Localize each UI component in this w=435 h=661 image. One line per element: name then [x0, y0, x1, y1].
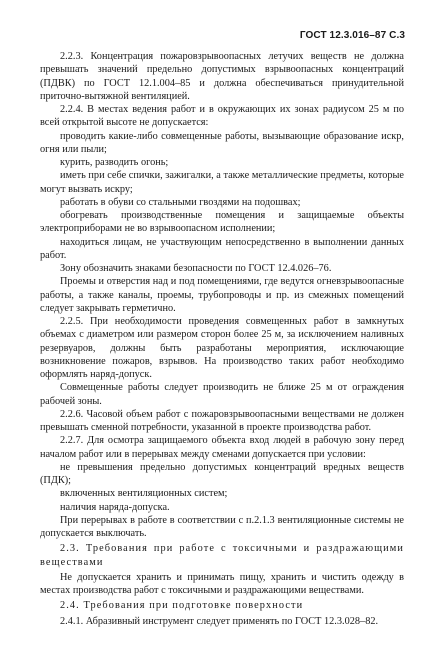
page-header: ГОСТ 12.3.016–87 С.3	[299, 30, 405, 41]
list-item-pdk: не превышения предельно допустимых концентраций вредных веществ (ПДК);	[40, 461, 404, 486]
list-item-persons: находиться лицам, не участвующим непосредственно в выполнении данных работ.	[40, 236, 404, 261]
document-body	[40, 50, 404, 628]
list-item-footwear: работать в обуви со стальными гвоздями на подошвах;	[60, 196, 301, 208]
paragraph-breaks: При перерывах в работе в соответствии с п.2.1.3 вентиляционные системы не допускается выключать.	[40, 514, 404, 539]
paragraph-2-4-1: 2.4.1. Абразивный инструмент следует применять по ГОСТ 12.3.028–82.	[60, 615, 379, 627]
paragraph-2-2-5: 2.2.5. При необходимости проведения совмещенных работ в замкнутых объемах с диаметром или размером сторон более 25 м, за исключением наливных резервуаров, должны быть разработаны мероприятия, исключающие возникновение пожаров, взрывов. На производство таких работ необходимо оформлять наряд-допуск.	[40, 316, 404, 380]
list-item-permit: наличия наряда-допуска.	[60, 501, 170, 513]
paragraph-2-2-3: 2.2.3. Концентрация пожаровзрывоопасных летучих веществ не должна превышать значений предельно допустимых взрывоопасных концентраций (ПДВК) по ГОСТ 12.1.004–85 и должна обеспечиваться принудительной приточно-вытяжной вентиляцией.	[40, 51, 404, 102]
list-item-ventilation: включенных вентиляционных систем;	[60, 488, 228, 500]
paragraph-2-2-4: 2.2.4. В местах ведения работ и в окружающих их зонах радиусом 25 м по всей открытой высоте не допускается:	[40, 104, 404, 129]
list-item-heating: обогревать производственные помещения и защищаемые объекты электроприборами не во взрывоопасном исполнении;	[40, 210, 404, 235]
list-item-sparks: проводить какие-либо совмещенные работы, вызывающие образование искр, огня или пыли;	[40, 130, 404, 155]
paragraph-food-storage: Не допускается хранить и принимать пищу, хранить и чистить одежду в местах производства работ с токсичными и раздражающими веществами.	[40, 571, 404, 596]
paragraph-openings: Проемы и отверстия над и под помещениями, где ведутся огневзрывоопасные работы, а также каналы, проемы, трубопроводы и пр. из смежных помещений следует закрывать герметично.	[40, 276, 404, 314]
paragraph-2-2-6: 2.2.6. Часовой объем работ с пожаровзрывоопасными веществами не должен превышать сменной потребности, указанной в проекте производства работ.	[40, 408, 404, 433]
list-item-matches: иметь при себе спички, зажигалки, а также металлические предметы, которые могут вызвать искру;	[40, 170, 404, 195]
paragraph-2-2-7: 2.2.7. Для осмотра защищаемого объекта вход людей в рабочую зону перед началом работ или в перерывах между сменами допускается при условии:	[40, 435, 404, 460]
paragraph-safety-signs: Зону обозначить знаками безопасности по ГОСТ 12.4.026–76.	[60, 263, 332, 274]
section-heading-2-3: 2.3. Требования при работе с токсичными и раздражающими веществами	[40, 543, 404, 568]
list-item-smoking: курить, разводить огонь;	[60, 157, 169, 168]
paragraph-combined-works: Совмещенные работы следует производить не ближе 25 м от ограждения рабочей зоны.	[40, 382, 404, 407]
section-heading-2-4: 2.4. Требования при подготовке поверхности	[60, 600, 304, 612]
